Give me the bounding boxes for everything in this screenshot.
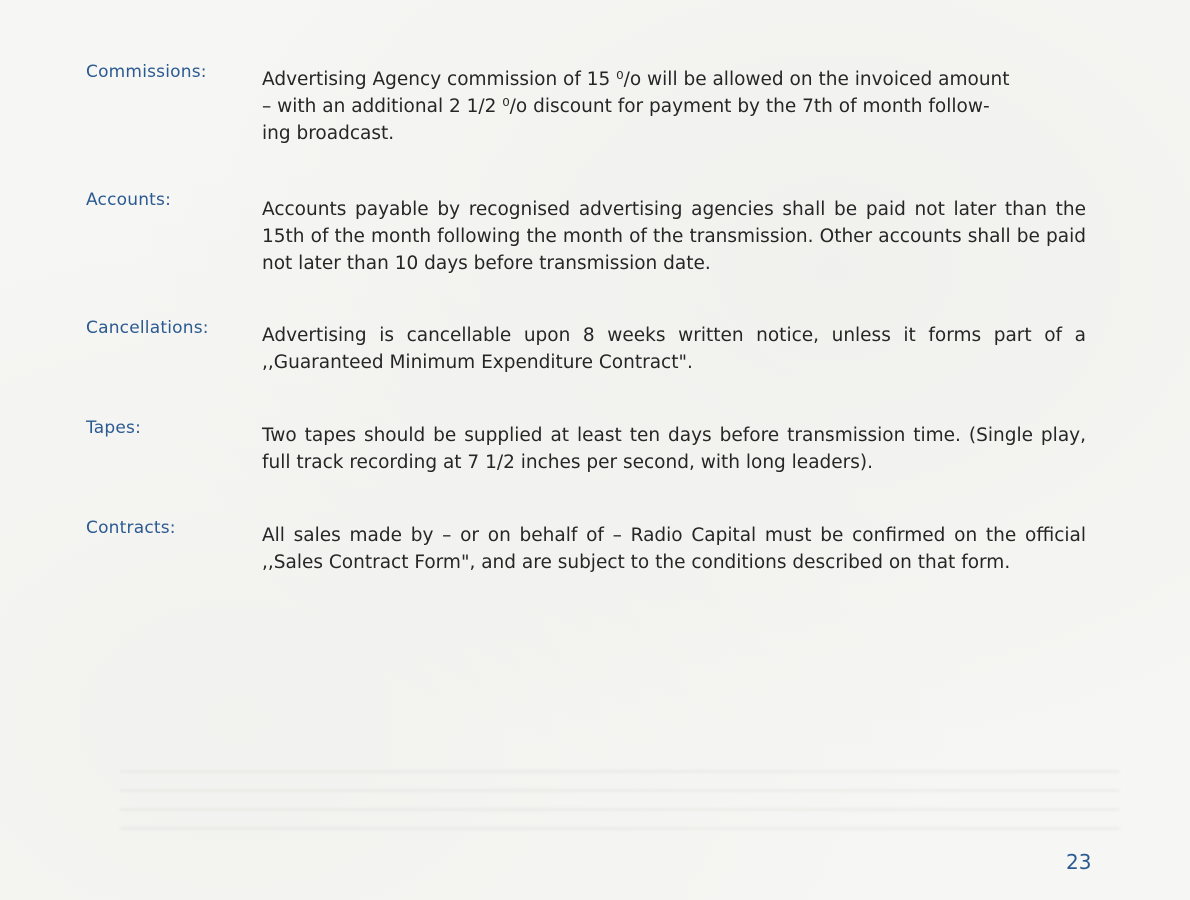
- bleed-through-texture: [120, 770, 1120, 830]
- section-text-accounts: Accounts payable by recognised advertising agencies shall be paid not later than the 15th of the month following the month of the transmission. Other accounts shall be paid not later than 10 days before transmission date.: [262, 199, 1086, 274]
- section-label-contracts: Contracts:: [86, 518, 176, 538]
- section-label-cancellations: Cancellations:: [86, 318, 209, 338]
- section-label-commissions: Commissions:: [86, 62, 207, 82]
- section-text-commissions: Advertising Agency commission of 15 ⁰/o will be allowed on the invoiced amount – with an additional 2 1/2 ⁰/o discount for payment by the 7th of month follow- ing broadcast.: [262, 69, 1010, 144]
- section-label-accounts: Accounts:: [86, 190, 172, 210]
- section-text-tapes: Two tapes should be supplied at least ten days before transmission time. (Single play, full track recording at 7 1/2 inches per second, with long leaders).: [262, 425, 1086, 473]
- section-text-contracts: All sales made by – or on behalf of – Radio Capital must be confirmed on the official ,,Sales Contract Form", and are subject to the conditions described on that form.: [262, 525, 1086, 573]
- page-number: 23: [1066, 850, 1092, 874]
- section-label-tapes: Tapes:: [86, 418, 142, 438]
- section-text-cancellations: Advertising is cancellable upon 8 weeks written notice, unless it forms part of a ,,Guaranteed Minimum Expenditure Contract".: [262, 325, 1086, 373]
